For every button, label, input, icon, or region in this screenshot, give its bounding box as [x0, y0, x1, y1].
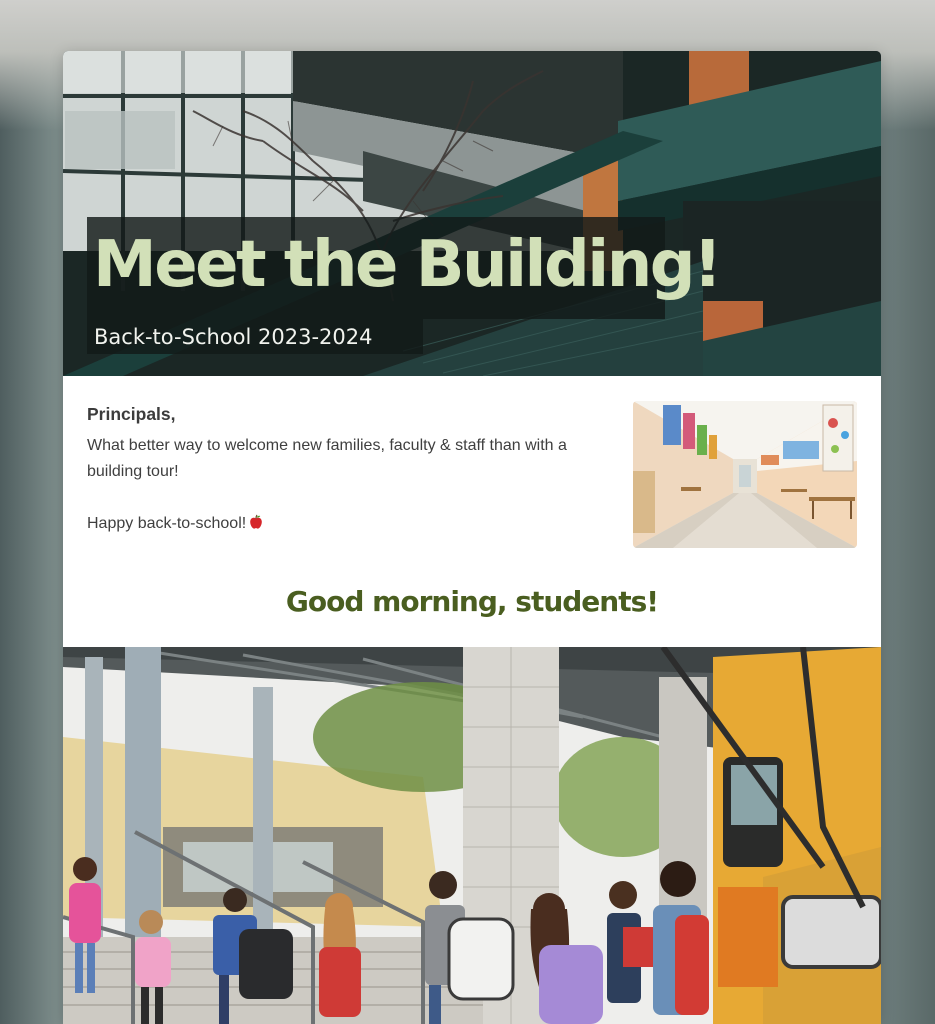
- closing-line: [87, 511, 617, 537]
- section-heading: Good morning, students!: [285, 585, 659, 618]
- hero-title: Meet the Building!: [93, 228, 720, 302]
- hero-subtitle-backdrop: [87, 319, 423, 354]
- hero-title-backdrop: [87, 217, 720, 319]
- hallway-photo: [633, 401, 857, 548]
- newsletter-card: [63, 51, 881, 1024]
- hero-banner: [63, 51, 881, 376]
- students-photo: [63, 647, 881, 1024]
- greeting: Principals,: [87, 404, 176, 424]
- apple-icon: [248, 514, 264, 530]
- closing-text: Happy back-to-school!: [87, 515, 247, 532]
- hero-subtitle: Back-to-School 2023-2024: [94, 325, 373, 349]
- intro-section: [87, 403, 617, 537]
- intro-paragraph: What better way to welcome new families, faculty & staff than with a building tour!: [87, 437, 567, 480]
